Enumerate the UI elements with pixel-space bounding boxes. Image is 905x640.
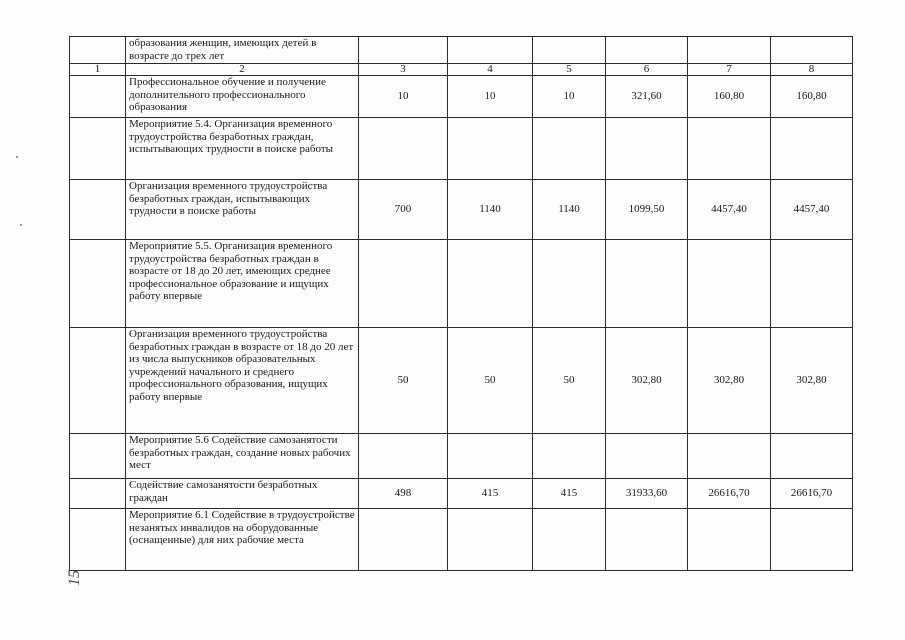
table-cell-value — [771, 118, 853, 180]
table-cell-value: 50 — [533, 328, 606, 434]
table-cell-value — [606, 118, 688, 180]
table-cell-value: 1099,50 — [606, 180, 688, 240]
table-row — [70, 180, 853, 240]
table-cell-value: 31933,60 — [606, 479, 688, 509]
table-cell-value — [771, 509, 853, 571]
table-cell-desc: Мероприятие 5.5. Организация временного трудоустройства безработных граждан в возрасте от 18 до 20 лет, имеющих среднее профессиональное образование и ищущих работу впервые — [126, 240, 359, 328]
table-cell-value: 498 — [359, 479, 448, 509]
table-cell — [448, 37, 533, 64]
column-number: 6 — [606, 64, 688, 76]
table-cell-value: 302,80 — [606, 328, 688, 434]
table-cell-value — [606, 434, 688, 479]
column-number: 4 — [448, 64, 533, 76]
table-cell-value: 160,80 — [688, 76, 771, 118]
table-cell-num — [70, 37, 126, 64]
table-cell-desc: Организация временного трудоустройства безработных граждан в возрасте от 18 до 20 лет из числа выпускников образовательных учреждений начального и среднего профессионального образования, ищущих работу впервые — [126, 328, 359, 434]
column-number: 7 — [688, 64, 771, 76]
table-cell-value: 10 — [359, 76, 448, 118]
table-cell-value — [359, 118, 448, 180]
scan-speck — [20, 224, 22, 226]
table-cell-num — [70, 479, 126, 509]
table-cell-value: 4457,40 — [688, 180, 771, 240]
column-number-row — [70, 64, 853, 76]
table-cell-value — [359, 509, 448, 571]
table-cell-value — [359, 240, 448, 328]
table-row-measure — [70, 434, 853, 479]
table-cell-value — [771, 240, 853, 328]
column-number: 1 — [70, 64, 126, 76]
table-cell-value — [359, 434, 448, 479]
table-cell-num — [70, 76, 126, 118]
table-cell-value — [688, 240, 771, 328]
scan-speck — [16, 156, 18, 158]
table-cell-value: 10 — [533, 76, 606, 118]
table-cell-value — [688, 434, 771, 479]
table-row-measure — [70, 118, 853, 180]
table-cell-value: 50 — [359, 328, 448, 434]
table-cell-value — [448, 118, 533, 180]
table-cell-desc: Мероприятие 6.1 Содействие в трудоустройстве незанятых инвалидов на оборудованные (оснащенные) для них рабочие места — [126, 509, 359, 571]
table-cell-num — [70, 328, 126, 434]
table-cell-desc: Мероприятие 5.6 Содействие самозанятости безработных граждан, создание новых рабочих мест — [126, 434, 359, 479]
handwritten-page-mark: 15 — [66, 570, 83, 586]
table-cell-value — [771, 434, 853, 479]
table-cell — [606, 37, 688, 64]
table-cell-num — [70, 434, 126, 479]
table-row — [70, 479, 853, 509]
table-cell-value — [688, 509, 771, 571]
column-number: 5 — [533, 64, 606, 76]
table-cell-value: 302,80 — [688, 328, 771, 434]
table-cell-value — [533, 118, 606, 180]
table-cell-num — [70, 509, 126, 571]
table-cell-value: 321,60 — [606, 76, 688, 118]
program-table — [69, 36, 853, 571]
table-row-measure — [70, 509, 853, 571]
table-cell-value — [533, 509, 606, 571]
table-cell-value — [688, 118, 771, 180]
table-cell-num — [70, 118, 126, 180]
table-cell-value: 50 — [448, 328, 533, 434]
table-cell-desc: Мероприятие 5.4. Организация временного трудоустройства безработных граждан, испытывающих трудности в поиске работы — [126, 118, 359, 180]
table-cell-value — [606, 240, 688, 328]
table-cell — [359, 37, 448, 64]
table-cell-value: 26616,70 — [771, 479, 853, 509]
table-cell-value: 1140 — [533, 180, 606, 240]
table-row — [70, 328, 853, 434]
table-cell-num — [70, 240, 126, 328]
table-cell-value: 700 — [359, 180, 448, 240]
table-row — [70, 76, 853, 118]
table-cell-value: 160,80 — [771, 76, 853, 118]
table-cell-value: 415 — [448, 479, 533, 509]
table-cell-value — [448, 509, 533, 571]
table-cell-value — [533, 434, 606, 479]
table-cell — [533, 37, 606, 64]
table-cell-value — [533, 240, 606, 328]
table-cell-value: 1140 — [448, 180, 533, 240]
column-number: 2 — [126, 64, 359, 76]
table-cell-value: 4457,40 — [771, 180, 853, 240]
table-cell-value: 302,80 — [771, 328, 853, 434]
table-cell-value — [448, 434, 533, 479]
table-cell-value: 26616,70 — [688, 479, 771, 509]
table-cell-desc: образования женщин, имеющих детей в возрасте до трех лет — [126, 37, 359, 64]
table-row-top-fragment — [70, 37, 853, 64]
table-cell-value: 10 — [448, 76, 533, 118]
table-cell-value — [448, 240, 533, 328]
table-cell — [771, 37, 853, 64]
table-row-measure — [70, 240, 853, 328]
column-number: 3 — [359, 64, 448, 76]
table-cell-desc: Содействие самозанятости безработных граждан — [126, 479, 359, 509]
table-cell-desc: Организация временного трудоустройства безработных граждан, испытывающих трудности в поиске работы — [126, 180, 359, 240]
column-number: 8 — [771, 64, 853, 76]
table-cell-value: 415 — [533, 479, 606, 509]
table-cell-desc: Профессиональное обучение и получение дополнительного профессионального образования — [126, 76, 359, 118]
table-cell-value — [606, 509, 688, 571]
table-cell-num — [70, 180, 126, 240]
table-cell — [688, 37, 771, 64]
